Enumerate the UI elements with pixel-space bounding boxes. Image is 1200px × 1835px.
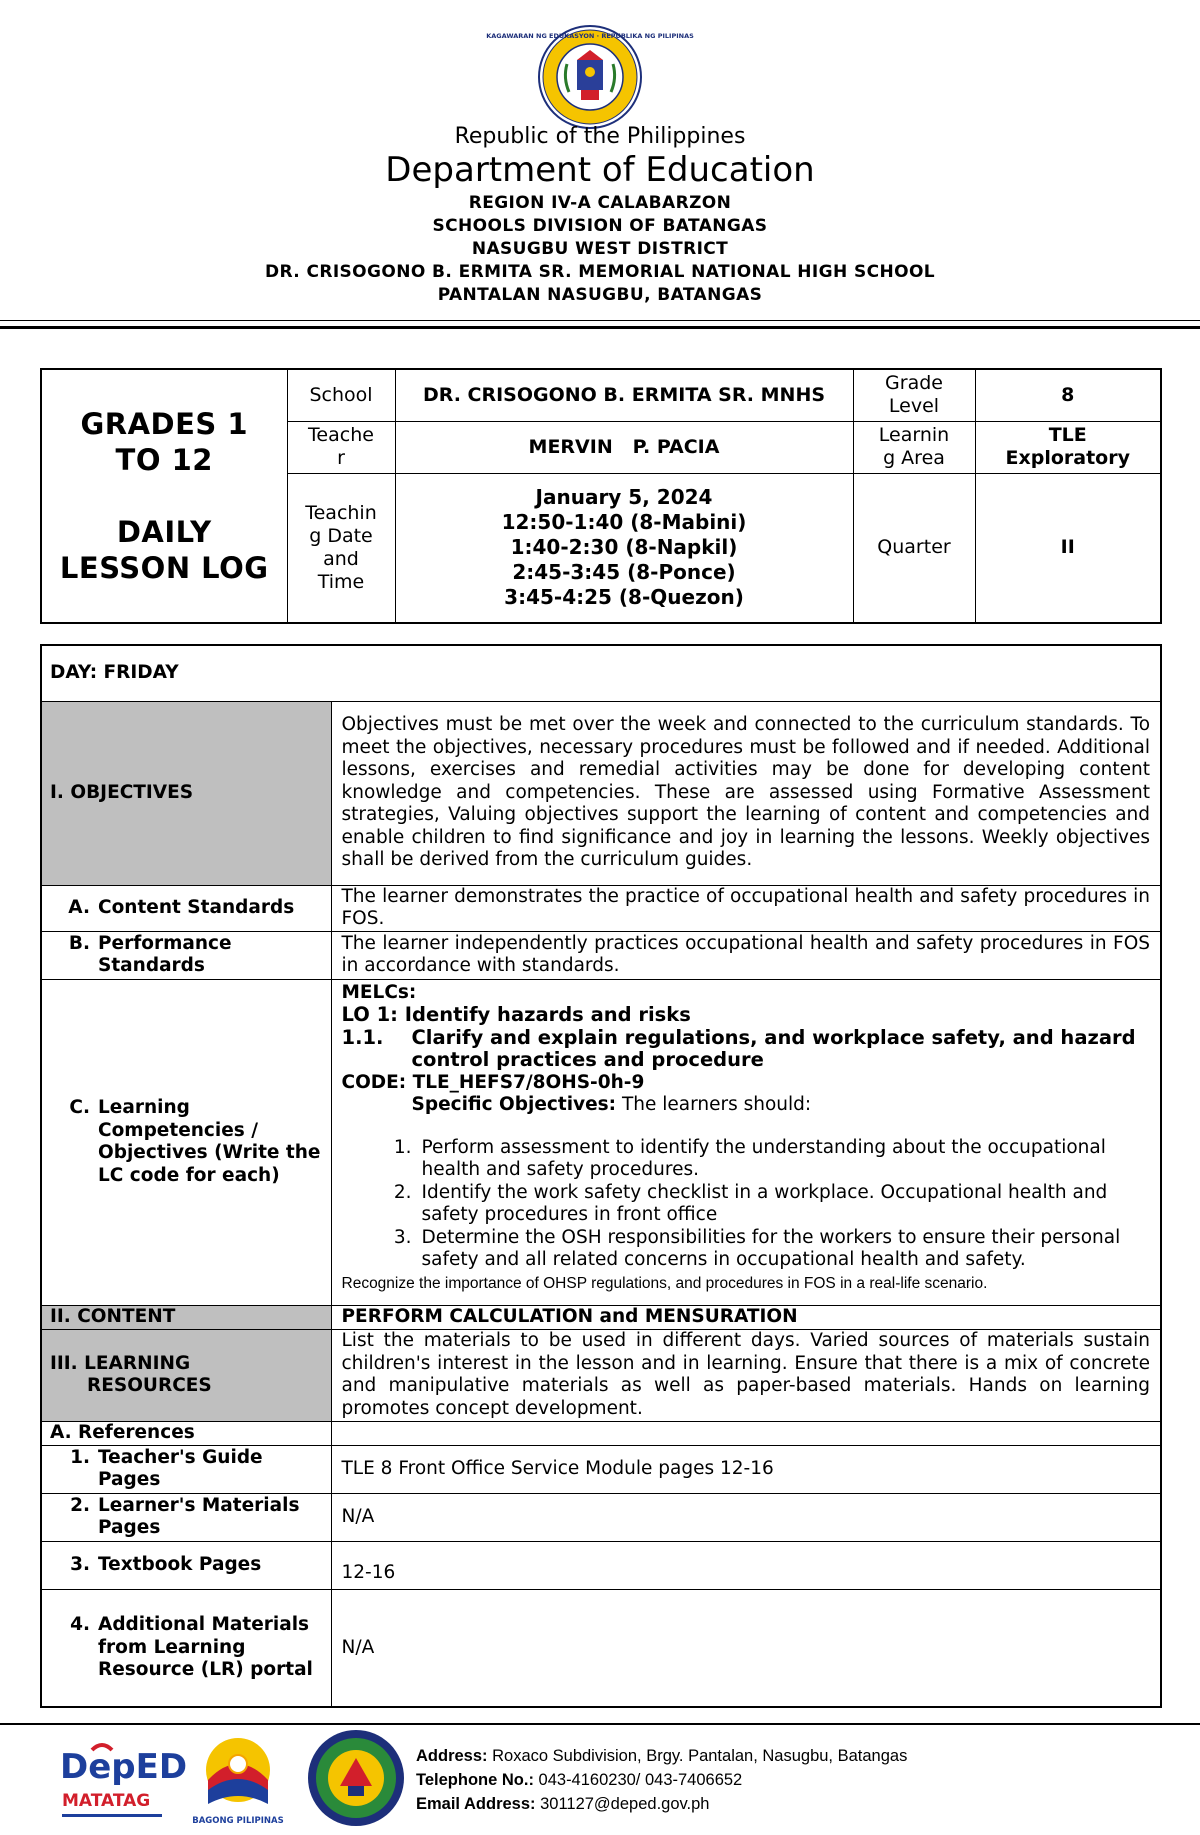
seal-text: KAGAWARAN NG EDUKASYON · REPUBLIKA NG PILIPINAS	[486, 32, 694, 40]
specific-objective-3: 3. Determine the OSH responsibilities for the workers to ensure their personal safety and all related concerns in occupational health and safety.	[342, 1227, 1151, 1272]
teaching-date: January 5, 2024	[535, 485, 713, 510]
objectives-text: Objectives must be met over the week and connected to the curriculum standards. To meet the objectives, necessary procedures must be followed and if needed. Additional lessons, exercises and remedial activities may be done for developing content knowledge and competencies. These are assessed using Formative Assessment strategies, Valuing objectives support the learning of content and competencies and enable children to find significance and joy in learning the lessons. Weekly objectives shall be derived from the curriculum guides.	[331, 701, 1161, 885]
date-label-line2: g Date	[309, 524, 373, 547]
date-label-line3: and	[323, 547, 359, 570]
ref-3-title: Textbook Pages	[98, 1553, 262, 1575]
references-value	[331, 1421, 1161, 1445]
session-2: 1:40-2:30 (8-Napkil)	[510, 535, 738, 560]
ref-2-number: 2.	[70, 1494, 90, 1516]
lo1-title: LO 1: Identify hazards and risks	[341, 1003, 691, 1026]
teacher-label	[287, 421, 395, 473]
division-line: SCHOOLS DIVISION OF BATANGAS	[432, 216, 768, 236]
quarter-label: Quarter	[853, 473, 975, 623]
area-value-line1: TLE	[1048, 424, 1087, 446]
footer-email	[416, 1792, 907, 1816]
lesson-plan-table	[40, 644, 1162, 1708]
references-title: References	[78, 1421, 195, 1443]
ref-1-title: Teacher's Guide Pages	[98, 1446, 263, 1490]
footer-telephone-value: 043-4160230/ 043-7406652	[533, 1771, 743, 1789]
content-standards-mark: A.	[68, 896, 90, 918]
deped-matatag-logo	[58, 1736, 188, 1826]
grade-level-value: 8	[975, 369, 1161, 421]
performance-standards-text: The learner independently practices occupational health and safety procedures in FOS in accordance with standards.	[331, 931, 1161, 979]
teacher-label-line1: Teache	[308, 424, 374, 446]
specific-objective-3-text: Determine the OSH responsibilities for the workers to ensure their personal safety and all related concerns in occupational health and safety.	[421, 1226, 1121, 1270]
specific-objective-2: 2. Identify the work safety checklist in a workplace. Occupational health and safety procedures in front office	[342, 1182, 1151, 1227]
date-label-line4: Time	[317, 570, 365, 593]
ref-3-number: 3.	[70, 1553, 90, 1575]
school-address-line: PANTALAN NASUGBU, BATANGAS	[437, 285, 763, 305]
bagong-pilipinas-text: BAGONG PILIPINAS	[192, 1816, 284, 1826]
footer-address	[416, 1744, 907, 1768]
melcs-label: MELCs:	[341, 981, 417, 1003]
day-row: DAY: FRIDAY	[41, 645, 1161, 701]
references-mark: A.	[50, 1421, 72, 1443]
footer-telephone-label: Telephone No.:	[416, 1771, 534, 1789]
quarter-value: II	[975, 473, 1161, 623]
learning-area-value	[975, 421, 1161, 473]
session-1: 12:50-1:40 (8-Mabini)	[501, 510, 747, 535]
ref-2-label	[41, 1493, 331, 1541]
ref-3-label	[41, 1541, 331, 1589]
teaching-date-label	[287, 473, 395, 623]
content-value: PERFORM CALCULATION and MENSURATION	[331, 1305, 1161, 1329]
ref-4-number: 4.	[70, 1614, 90, 1635]
specific-objective-1: 1. Perform assessment to identify the understanding about the occupational health and safety procedures.	[342, 1137, 1151, 1182]
dll-title-line4: LESSON LOG	[59, 551, 269, 585]
header-rule-thick	[0, 326, 1200, 329]
content-label: II. CONTENT	[41, 1305, 331, 1329]
objectives-label: I. OBJECTIVES	[41, 701, 331, 885]
specific-objective-1-text: Perform assessment to identify the understanding about the occupational health and safety procedures.	[421, 1136, 1106, 1180]
lesson-info-table	[40, 368, 1162, 624]
learning-resources-line1: III. LEARNING	[50, 1352, 191, 1374]
ref-2-title: Learner's Materials Pages	[98, 1494, 300, 1538]
grade-label-line1: Grade	[885, 372, 943, 395]
learning-resources-label	[41, 1329, 331, 1421]
deped-brand-text: DepED	[60, 1747, 188, 1787]
area-label-line1: Learnin	[878, 424, 950, 446]
ref-4-label	[41, 1589, 331, 1707]
footer-rule	[0, 1723, 1200, 1725]
learning-area-label	[853, 421, 975, 473]
performance-standards-title: Performance Standards	[98, 932, 232, 976]
grade-level-label	[853, 369, 975, 421]
content-standards-title: Content Standards	[98, 896, 295, 918]
footer-email-value[interactable]: 301127@deped.gov.ph	[535, 1795, 710, 1813]
ref-3-value: 12-16	[331, 1541, 1161, 1589]
footer-address-value: Roxaco Subdivision, Brgy. Pantalan, Nasugbu, Batangas	[487, 1747, 908, 1765]
region-line: REGION IV-A CALABARZON	[468, 193, 732, 213]
learning-competencies-title: Learning Competencies / Objectives (Write the LC code for each)	[98, 1097, 321, 1186]
district-line: NASUGBU WEST DISTRICT	[471, 239, 729, 259]
area-value-line2: Exploratory	[1005, 447, 1130, 469]
teaching-date-value	[395, 473, 853, 623]
ref-1-number: 1.	[70, 1446, 90, 1468]
learning-competencies-text	[331, 979, 1161, 1305]
ref-2-value: N/A	[331, 1493, 1161, 1541]
teacher-value: MERVIN P. PACIA	[395, 421, 853, 473]
learning-resources-text: List the materials to be used in different days. Varied sources of materials sustain children's interest in the lesson and in learning. Ensure that there is a mix of concrete and manipulative materials as well as paper-based materials. Hands on learning promotes concept development.	[331, 1329, 1161, 1421]
ref-1-label	[41, 1445, 331, 1493]
dll-title-line2: TO 12	[115, 443, 213, 477]
specific-objectives-label: Specific Objectives:	[411, 1094, 617, 1115]
footer-email-label: Email Address:	[416, 1795, 536, 1813]
school-seal-logo	[306, 1728, 406, 1828]
learning-competencies-label	[41, 979, 331, 1305]
lc-code: CODE: TLE_HEFS7/8OHS-0h-9	[341, 1071, 645, 1093]
deped-seal-logo	[486, 24, 694, 130]
school-value: DR. CRISOGONO B. ERMITA SR. MNHS	[395, 369, 853, 421]
ref-4-value: N/A	[331, 1589, 1161, 1707]
learning-competencies-mark: C.	[69, 1097, 90, 1118]
specific-objectives-tail: The learners should:	[616, 1094, 812, 1115]
matatag-text: MATATAG	[62, 1791, 151, 1811]
grade-label-line2: Level	[888, 395, 940, 418]
specific-objectives	[342, 1094, 1151, 1117]
area-label-line2: g Area	[883, 447, 945, 469]
lo11-text: Clarify and explain regulations, and workplace safety, and hazard control practices and procedure	[411, 1025, 1136, 1071]
footer-telephone	[416, 1768, 907, 1792]
bagong-pilipinas-logo	[188, 1728, 288, 1828]
teacher-label-line2: r	[337, 447, 345, 469]
footer-address-label: Address:	[416, 1747, 488, 1765]
performance-standards-label	[41, 931, 331, 979]
ref-4-title: Additional Materials from Learning Resource (LR) portal	[98, 1614, 313, 1680]
learning-resources-line2: RESOURCES	[87, 1375, 212, 1396]
school-label: School	[287, 369, 395, 421]
date-label-line1: Teachin	[305, 501, 377, 524]
school-name-line: DR. CRISOGONO B. ERMITA SR. MEMORIAL NATIONAL HIGH SCHOOL	[264, 262, 936, 282]
specific-objectives-list	[342, 1137, 1151, 1272]
session-4: 3:45-4:25 (8-Quezon)	[504, 585, 744, 610]
republic-line: Republic of the Philippines	[454, 124, 746, 149]
footer-contact	[416, 1744, 907, 1816]
recognize-objective: Recognize the importance of OHSP regulations, and procedures in FOS in a real-life scenario.	[341, 1274, 988, 1292]
performance-standards-mark: B.	[68, 932, 90, 954]
header-rule-thin	[0, 320, 1200, 321]
dll-title-line3: DAILY	[116, 515, 212, 549]
content-standards-label	[41, 885, 331, 931]
department-title: Department of Education	[385, 150, 815, 190]
lo11-number: 1.1.	[341, 1025, 384, 1049]
dll-title-line1: GRADES 1	[80, 407, 249, 441]
specific-objective-2-text: Identify the work safety checklist in a workplace. Occupational health and safety procedures in front office	[421, 1181, 1108, 1225]
ref-1-value: TLE 8 Front Office Service Module pages 12-16	[331, 1445, 1161, 1493]
content-standards-text: The learner demonstrates the practice of occupational health and safety procedures in FOS.	[331, 885, 1161, 931]
references-label	[41, 1421, 331, 1445]
session-3: 2:45-3:45 (8-Ponce)	[512, 560, 736, 585]
lo11-item	[342, 1027, 1151, 1072]
dll-title-cell	[41, 369, 287, 623]
